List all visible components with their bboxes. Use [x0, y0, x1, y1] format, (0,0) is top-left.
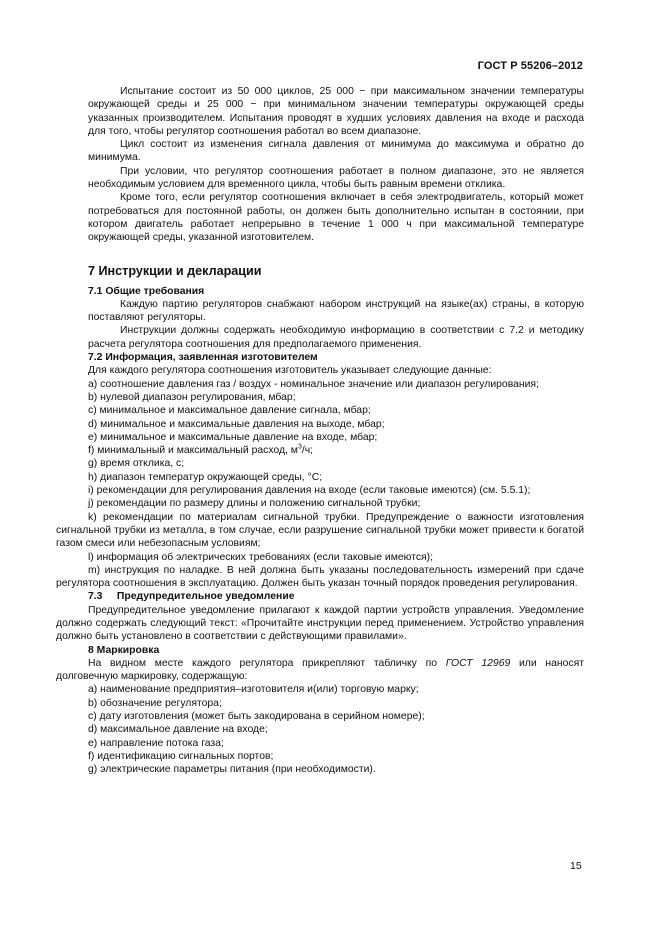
section-8-lead-tail: или наносят долговечную маркировку, содержащую:	[56, 657, 584, 683]
list-item-m: m) инструкция по наладке. В ней должна быть указаны последовательность измерений при сдаче регулятора соотношения в эксплуатацию. Должен быть указан точный порядок проведения регулирования.	[56, 564, 584, 590]
list-item-d: d) минимальное и максимальные давления на выходе, мбар;	[88, 418, 385, 430]
list-item-b: b) нулевой диапазон регулирования, мбар;	[88, 391, 296, 403]
document-header: ГОСТ Р 55206–2012	[477, 60, 583, 72]
list-item-j: j) рекомендации по размеру длины и положению сигнальной трубки;	[88, 498, 421, 510]
list-item-f-text: f) минимальный и максимальный расход, м	[88, 445, 298, 457]
section-7-3-paragraph: Предупредительное уведомление прилагают к каждой партии устройств управления. Уведомление должно содержать следующий текст: «Прочитайте инструкции перед применением. Устройство управления должно быть установлено в соответствии с действующими правилами».	[56, 604, 584, 643]
section-8-lead	[56, 657, 584, 684]
intro-paragraph-1: Испытание состоит из 50 000 циклов, 25 000 − при максимальном значении температуры окружающей среды и 25 000 − при минимальном значении температуры окружающей среды указанных производителем. Испытания проводят в худших условиях давления на входе и расхода для того, чтобы регулятор соотношения работал во всем диапазоне.	[88, 86, 584, 137]
marking-item-f: f) идентификацию сигнальных портов;	[88, 750, 274, 762]
list-item-l: l) информация об электрических требованиях (если таковые имеются);	[88, 551, 434, 563]
spacer	[88, 245, 584, 260]
unit-superscript: 3	[297, 443, 302, 451]
list-item-f-unit: /ч;	[301, 445, 314, 457]
list-item-h: h) диапазон температур окружающей среды, °С;	[88, 471, 323, 483]
section-8-lead-text: На видном месте каждого регулятора прикрепляют табличку по	[88, 657, 446, 669]
list-item-c: c) минимальное и максимальное давление сигнала, мбар;	[88, 405, 371, 417]
intro-paragraph-3: При условии, что регулятор соотношения работает в полном диапазоне, это не является необходимым условием для временного цикла, чтобы быть равным времени отклика.	[88, 165, 584, 191]
section-7-1-heading: 7.1 Общие требования	[88, 285, 205, 297]
document-body	[56, 85, 584, 777]
section-7-1-paragraph-2: Инструкции должны содержать необходимую информацию в соответствии с 7.2 и методику расчета регулятора соотношения для предполагаемого применения.	[88, 325, 584, 350]
marking-item-a: a) наименование предприятия–изготовителя и(или) торговую марку;	[88, 684, 419, 696]
list-item-i: i) рекомендации для регулирования давления на входе (если таковые имеются) (см. 5.5.1);	[88, 485, 531, 497]
section-7-heading: 7 Инструкции и декларации	[88, 263, 262, 278]
list-item-f	[88, 444, 584, 457]
standard-reference: ГОСТ 12969	[445, 657, 511, 669]
section-7-3-heading: 7.3 Предупредительное уведомление	[88, 591, 295, 603]
section-8-heading: 8 Маркировка	[88, 644, 160, 656]
marking-item-c: c) дату изготовления (может быть закодирована в серийном номере);	[88, 711, 425, 723]
section-7-2-lead: Для каждого регулятора соотношения изготовитель указывает следующие данные:	[88, 365, 492, 377]
intro-paragraph-2: Цикл состоит из изменения сигнала давления от минимума до максимума и обратно до минимума.	[88, 139, 584, 164]
list-item-e: e) минимальное и максимальные давление на входе, мбар;	[88, 431, 378, 443]
section-7-2-heading: 7.2 Информация, заявленная изготовителем	[88, 352, 318, 364]
marking-item-g: g) электрические параметры питания (при необходимости).	[88, 764, 376, 776]
list-item-k: k) рекомендации по материалам сигнальной трубки. Предупреждение о важности изготовления сигнальной трубки из металла, в том случае, если разрушение сигнальной трубки может привести к богатой газом смеси или небезопасным условиям;	[56, 511, 584, 550]
marking-item-d: d) максимальное давление на входе;	[88, 724, 268, 736]
page-number: 15	[570, 860, 582, 872]
list-item-a: a) соотношение давления газ / воздух - номинальное значение или диапазон регулирования;	[88, 378, 539, 390]
section-7-1-paragraph-1: Каждую партию регуляторов снабжают набором инструкций на языке(ах) страны, в которую поставляют регуляторы.	[88, 298, 584, 324]
marking-item-b: b) обозначение регулятора;	[88, 697, 222, 709]
marking-item-e: e) направление потока газа;	[88, 737, 224, 749]
intro-paragraph-4: Кроме того, если регулятор соотношения включает в себя электродвигатель, который может потребоваться для постоянной работы, он должен быть дополнительно испытан в состоянии, при котором двигатель работает непрерывно в течение 1 000 ч при максимальной температуре окружающей среды, указанной изготовителем.	[88, 192, 584, 244]
list-item-g: g) время отклика, с;	[88, 458, 185, 470]
